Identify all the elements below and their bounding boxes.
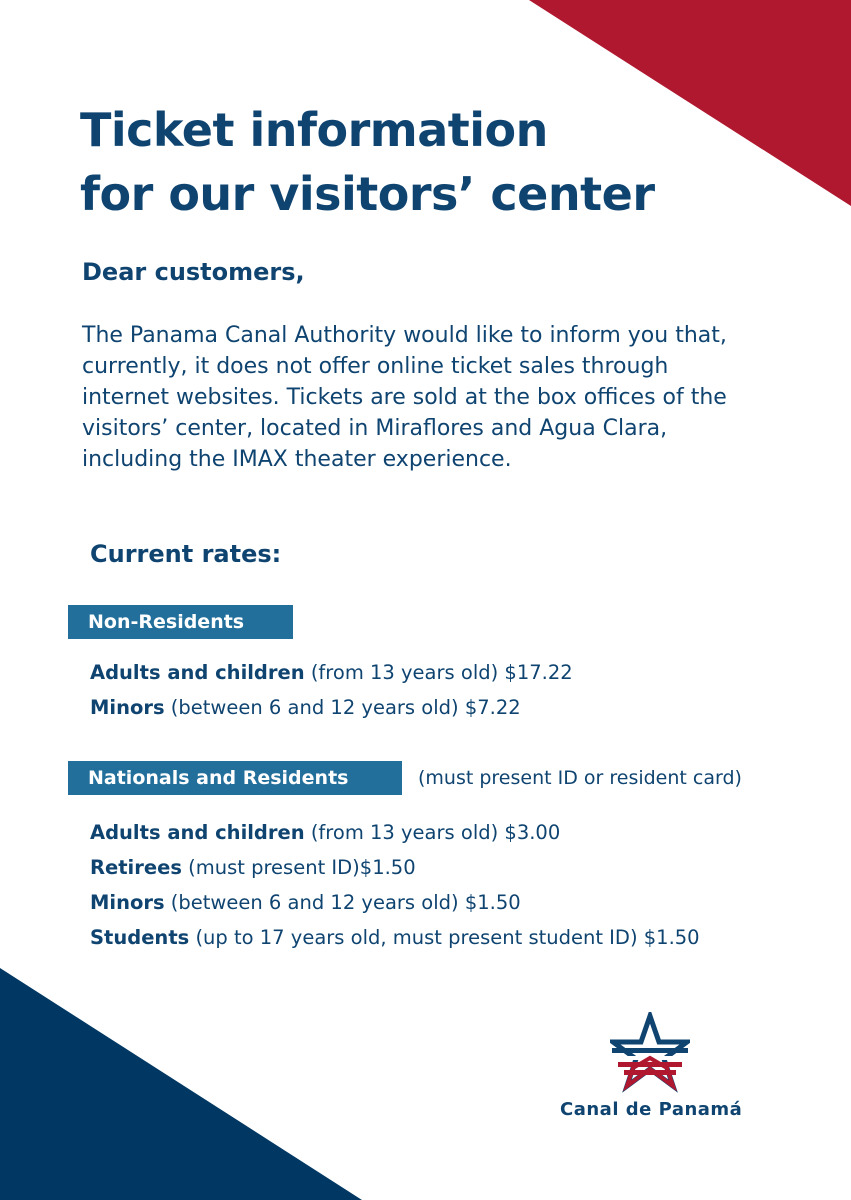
canal-de-panama-logo <box>560 1012 743 1132</box>
intro-line: visitors’ center, located in Miraflores and Agua Clara, <box>82 416 668 441</box>
rate-item <box>90 655 573 690</box>
rate-category: Minors <box>90 891 165 914</box>
intro-line: The Panama Canal Authority would like to inform you that, <box>82 323 727 348</box>
nationals-note: (must present ID or resident card) <box>418 767 742 789</box>
rate-item <box>90 885 700 920</box>
rate-detail: (from 13 years old) $17.22 <box>304 661 573 684</box>
intro-line: internet websites. Tickets are sold at the box offices of the <box>82 385 727 410</box>
rate-detail: (between 6 and 12 years old) $1.50 <box>164 891 521 914</box>
non-residents-rate-list <box>90 655 573 725</box>
title-line-1: Ticket information <box>80 103 548 157</box>
intro-line: including the IMAX theater experience. <box>82 447 512 472</box>
navy-corner-triangle <box>0 968 362 1200</box>
rate-item <box>90 690 573 725</box>
rate-item <box>90 920 700 955</box>
non-residents-header: Non-Residents <box>68 605 293 639</box>
intro-paragraph <box>82 320 812 475</box>
rate-item <box>90 850 700 885</box>
star-logo-icon <box>610 1012 690 1096</box>
rate-category: Minors <box>90 696 165 719</box>
rates-heading: Current rates: <box>90 540 282 568</box>
rate-category: Adults and children <box>90 821 305 844</box>
rate-item <box>90 815 700 850</box>
nationals-residents-header: Nationals and Residents <box>68 761 402 795</box>
rate-detail: (must present ID)$1.50 <box>181 856 416 879</box>
rate-category: Retirees <box>90 856 182 879</box>
page-title <box>80 98 655 226</box>
greeting: Dear customers, <box>82 258 305 286</box>
intro-line: currently, it does not offer online ticket sales through <box>82 354 669 379</box>
rate-category: Adults and children <box>90 661 305 684</box>
rate-detail: (between 6 and 12 years old) $7.22 <box>164 696 521 719</box>
rate-detail: (from 13 years old) $3.00 <box>304 821 561 844</box>
nationals-rate-list <box>90 815 700 955</box>
title-line-2: for our visitors’ center <box>80 167 655 221</box>
logo-wordmark: Canal de Panamá <box>560 1099 743 1120</box>
rate-detail: (up to 17 years old, must present student ID) $1.50 <box>189 926 700 949</box>
rate-category: Students <box>90 926 190 949</box>
